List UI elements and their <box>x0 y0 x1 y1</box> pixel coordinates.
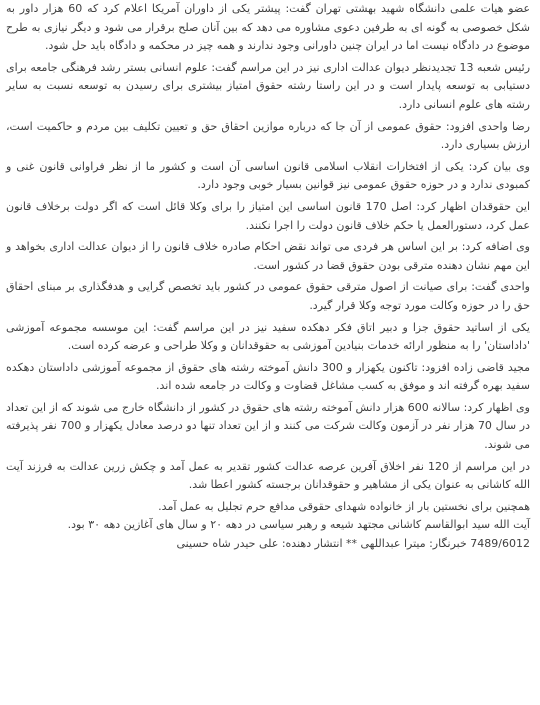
article-paragraph: در این مراسم از 120 نفر اخلاق آفرین عرصه عدالت کشور تقدیر به عمل آمد و چکش زرین عدالت به فرزند آیت الله کاشانی به عنوان یکی از مشاهیر و حقوقدانان برجسته کشور اعطا شد. <box>6 459 530 492</box>
article-paragraph: وی اظهار کرد: سالانه 600 هزار دانش آموخته رشته های حقوق در کشور از دانشگاه خارج می شوند که از این تعداد در سال 70 هزار نفر در آزمون وکالت شرکت می کنند و از این تعداد تنها دو درصد معادل یکهزار و 700 نفر پذیرفته می شوند. <box>6 400 530 452</box>
article-paragraph: واحدی گفت: برای صیانت از اصول مترقی حقوق عمومی در کشور باید تخصص گرایی و هدفگذاری بر مبنای احقاق حق را در حوزه وکالت مورد توجه وکلا قرار گیرد. <box>6 280 530 312</box>
article-paragraph: همچنین برای نخستین بار از خانواده شهدای حقوقی مدافع حرم تجلیل به عمل آمد. <box>158 499 530 513</box>
article-paragraph: یکی از اساتید حقوق جزا و دبیر اتاق فکر دهکده سفید نیز در این مراسم گفت: این موسسه مجموعه آموزشی 'داداستان' را به منظور ارائه خدمات بنیادین آموزشی به حقوقدانان و وکلا طراحی و عرضه کرده است. <box>6 320 530 353</box>
article-paragraph: وی اضافه کرد: بر این اساس هر فردی می تواند نقض احکام صادره خلاف قانون را از دیوان عدالت اداری بخواهد و این مهم نشان دهنده مترقی بودن حقوق قضا در کشور است. <box>6 240 530 272</box>
article-paragraph: رئیس شعبه 13 تجدیدنظر دیوان عدالت اداری نیز در این مراسم گفت: علوم انسانی بستر رشد فرهنگی جامعه برای دستیابی به توسعه پایدار است و در این راستا رشته حقوق امتیاز بیشتری برای رسیدن به توسعه نسبت به سایر رشته های علوم انسانی دارد. <box>6 60 531 111</box>
article-paragraph: این حقوقدان اظهار کرد: اصل 170 قانون اساسی این امتیاز را برای وکلا قائل است که اگر دولت برخلاف قانون عمل کرد، دستورالعمل یا حکم خلاف قانون دولت را اجرا نکنند. <box>6 199 530 232</box>
article-paragraph: آیت الله سید ابوالقاسم کاشانی مجتهد شیعه و رهبر سیاسی در دهه ۲۰ و سال های آغازین دهه ۳۰ بود. <box>67 518 530 532</box>
article-paragraph: وی بیان کرد: یکی از افتخارات انقلاب اسلامی قانون اساسی آن است و کشور ما از نظر فراوانی قانون غنی و کمبودی ندارد و در حوزه حقوق عمومی نیز قوانین بسیار خوبی وجود دارد. <box>6 159 530 192</box>
article-paragraph: رضا واحدی افزود: حقوق عمومی از آن جا که درباره موازین احقاق حق و تعیین تکلیف بین مردم و حاکمیت است، ارزش بسیاری دارد. <box>6 119 530 152</box>
article-paragraphs <box>6 0 530 535</box>
article-paragraph: مجید قاضی زاده افزود: تاکنون یکهزار و 300 دانش آموخته رشته های حقوق از مجموعه آموزشی داداستان دهکده سفید بهره گرفته اند و موفق به کسب مشاغل قضاوت و وکالت در جامعه شده اند. <box>6 360 530 393</box>
article-footer: 7489/6012 خبرنگار: میترا عبداللهی ** انتشار دهنده: علی حیدر شاه حسینی <box>176 537 530 551</box>
article-paragraph: عضو هیات علمی دانشگاه شهید بهشتی تهران گفت: پیشتر یکی از داوران آمریکا اعلام کرد که 60 هزار داور به شکل خصوصی به گونه ای به طرفین دعوی مشاوره می دهد که بین آنان صلح برقرار می شود و دیگر نیازی به طرح موضوع در دادگاه نیست اما در ایران چنین داورانی وجود ندارند و همه چیز در محکمه و دادگاه باید حل شود. <box>6 2 531 53</box>
